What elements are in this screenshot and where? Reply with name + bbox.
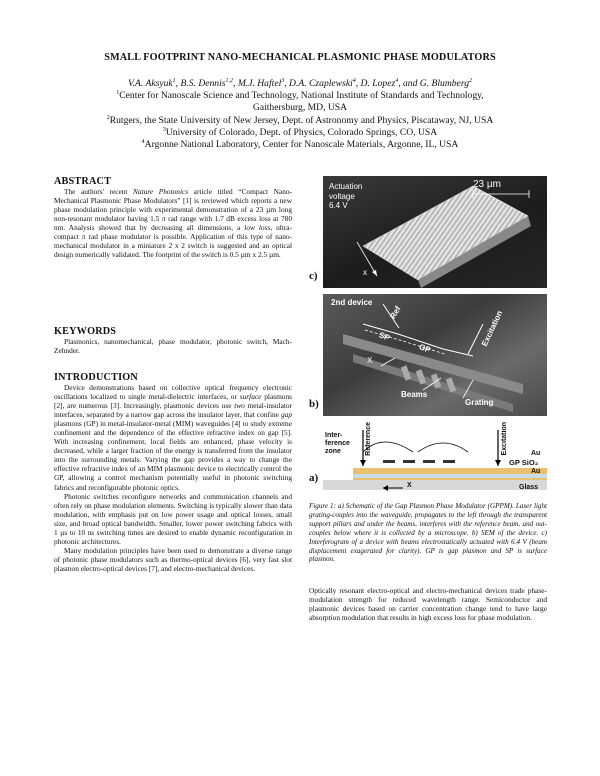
sp-label: SP [377,330,391,343]
author: and G. Blumberg$^2$ [403,77,472,89]
figure-1 [309,176,547,564]
schematic-gp-label: GP SiO₂ [509,458,539,467]
intro-paragraph-1: Device demonstrations based on collective optical frequency electronic oscillations localized to single metal-dielectric interfaces, or surface plasmons [2], are numerous [3]. Increasingly, plasmonic devices use two metal-insulator interfaces, separated by a narrow gap across the insulator layer, that confine gap plasmons (GP) in metal-insulator-metal (MIM) waveguides [4] to study extreme confinement and the dependence of the effective refractive index on gap [5]. With increasing confinement, local fields are enhanced, phase velocity is decreased, while a larger fraction of the energy is transferred from the insulator into the surrounding metals. Varying the gap provides a way to change the effective refractive index of an MIM plasmonic device to electrically control the GP, allowing a control mechanism potentially useful in photonic switching fabrics and reconfigurable photonic optics. [54,383,292,492]
abstract-text: The authors' recent Nature Photonics article titled “Compact Nano-Mechanical Plasmonic Phase Modulators” [1] is reviewed which reports a new phase modulation principle with experimental demonstration of a 23 µm long non-resonant modulator having 1.5 π rad range with 1.7 dB excess loss at 780 nm. Analysis showed that by decreasing all dimensions, a low loss, ultra-compact π rad phase modulator is possible. Application of this type of nano-mechanical modulator in a miniature 2 x 2 switch is suggested and an optical design numerically validated. The footprint of the switch is 0.5 µm x 2.5 µm. [54,187,293,260]
gp-label: GP [417,342,432,355]
glass-label: Glass [519,484,539,491]
keywords-section [54,326,292,355]
affiliation: $^1$Center for Nanoscale Science and Technology, National Institute of Standards and Technology, [116,90,484,102]
sem-x-label: X [367,356,373,365]
figure-caption: Figure 1: a) Schematic of the Gap Plasmon Phase Modulator (GPPM). Laser light grating-couples into the waveguide, propagates to the left through the transparent support pillars and under the beams, interferes with the reference beam, and out-couples below where it is collected by a microscope. b) SEM of the device. c) Interferogram of a device with beams electrostatically actuated with 6.4 V (beam displacement exagerated for clarity). GP is gap plasmon and SP is surface plasmon. [309,502,547,564]
affiliation: Gaithersburg, MD, USA [252,102,348,114]
panel-b-sem [323,294,547,416]
intro-paragraph-2: Photonic switches reconfigure networks and communication channels and often rely on phase modulation elements. Switching is typically slower than data modulation, with emphasis put on low power usage and optical losses, small size, and broad optical bandwidth. Smaller, lower power switching fabrics with 1 µs to 10 ns switching times are desired to enable dynamic reconfiguration in photonic architectures. [54,491,292,546]
introduction-heading: INTRODUCTION [54,372,138,383]
panel-a-schematic [323,422,547,494]
author: D.A. Czaplewski$^4$, [289,77,361,89]
author: B.S. Dennis$^{1,2}$, [180,77,238,89]
ref-label: Ref [388,304,403,321]
author: D. Lopez$^4$, [360,77,403,89]
paper-title: SMALL FOOTPRINT NANO-MECHANICAL PLASMONIC PHASE MODULATORS [104,52,496,63]
keywords-text: Plasmonics, nanomechanical, phase modulator, photonic switch, Mach-Zehnder. [54,337,292,356]
interference-zone-label: Inter- ference zone [325,432,350,455]
panel-c-interferogram [323,176,547,288]
keywords-heading: KEYWORDS [54,326,117,337]
scale-bar-label: 23 µm [473,179,501,190]
affiliation: $^2$Rutgers, the State University of New Jersey, Dept. of Astronomy and Physics, Piscataway, NJ, USA [106,114,494,126]
second-device-label: 2nd device [331,298,373,307]
affiliation: $^4$Argonne National Laboratory, Center for Nanoscale Materials, Argonne, IL, USA [141,138,459,151]
intro-paragraph-3: Many modulation principles have been used to demonstrate a diverse range of photonic phase modulators such as thermo-optical devices [6], very fast slot plasmon electro-optical devices [7], and electro-mechanical devices. [54,545,292,573]
reference-label: Reference [365,422,372,456]
au-top-label: Au [531,450,541,457]
author-list [40,78,560,90]
grating-label: Grating [465,398,494,407]
panel-c-label: c) [309,270,318,282]
author: V.A. Aksyuk$^1$, [128,77,181,89]
panel-c-axis-label: x [363,268,367,277]
au-bottom-label: Au [531,468,541,475]
panel-b-label: b) [309,398,319,410]
schematic-excitation-label: Excitation [501,422,508,456]
author: M.J. Haftel$^3$, [237,77,290,89]
abstract-section [54,176,292,259]
schematic-x-label: X [407,482,412,489]
right-column-paragraph-section [309,586,547,622]
introduction-section [54,372,292,573]
excitation-label: Excitation [479,309,505,348]
panel-a-label: a) [309,472,319,484]
affiliation: $^3$University of Colorado, Dept. of Physics, Colorado Springs, CO, USA [162,126,438,138]
right-column-paragraph: Optically resonant electro-optical and electro-mechanical devices trade phase-modulation strength for reduced wavelength range. Semiconductor and plasmonic devices based on carrier concentration change tend to have large absorption modulation that results in high excess loss for phase modulation. [309,586,547,623]
abstract-heading: ABSTRACT [54,176,112,187]
actuation-voltage-label: Actuation voltage 6.4 V [329,182,363,210]
sem-image [323,294,547,416]
author-block [40,78,560,151]
beams-label: Beams [401,390,428,399]
